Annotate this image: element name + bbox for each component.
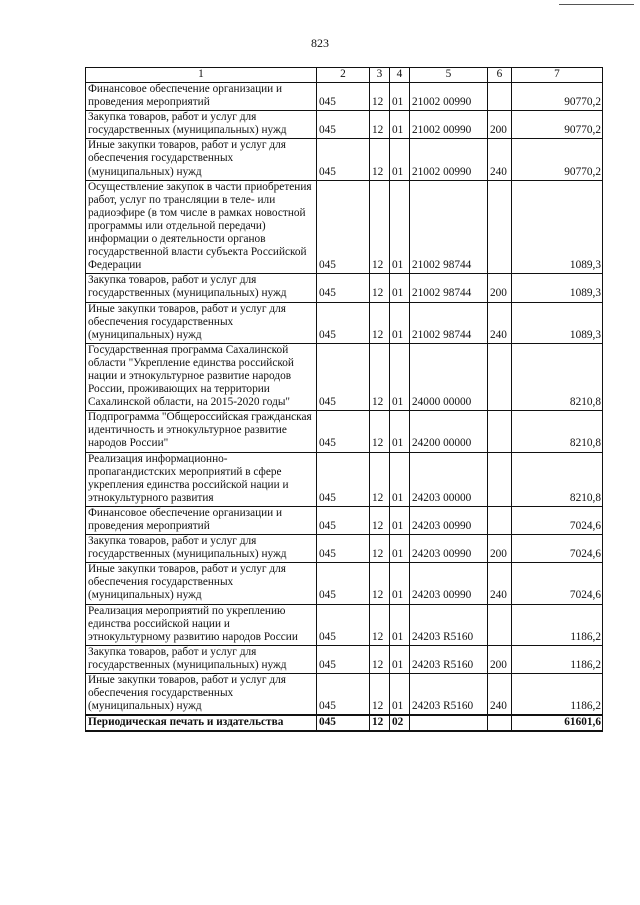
budget-table xyxy=(85,67,603,732)
section-code: 12 xyxy=(370,674,390,716)
target-article-code: 21002 98744 xyxy=(410,274,488,302)
target-article-code: 24203 R5160 xyxy=(410,674,488,716)
row-name: Подпрограмма "Общероссийская гражданская идентичность и этнокультурное развитие народов России" xyxy=(86,411,317,452)
section-code: 12 xyxy=(370,506,390,534)
section-code: 12 xyxy=(370,645,390,673)
expense-type-code xyxy=(488,180,512,274)
admin-code: 045 xyxy=(317,452,370,506)
table-row xyxy=(86,139,603,180)
subsection-code: 01 xyxy=(390,139,410,180)
expense-type-code xyxy=(488,452,512,506)
row-name: Периодическая печать и издательства xyxy=(86,715,317,731)
target-article-code: 24000 00000 xyxy=(410,343,488,410)
subsection-code: 01 xyxy=(390,535,410,563)
column-header: 3 xyxy=(370,68,390,83)
amount: 1089,3 xyxy=(512,180,603,274)
table-row xyxy=(86,452,603,506)
target-article-code: 21002 00990 xyxy=(410,111,488,139)
section-code: 12 xyxy=(370,274,390,302)
target-article-code: 24200 00000 xyxy=(410,411,488,452)
admin-code: 045 xyxy=(317,645,370,673)
table-row xyxy=(86,83,603,111)
target-article-code: 24203 00990 xyxy=(410,535,488,563)
row-name: Государственная программа Сахалинской области "Укрепление единства российской нации и этнокультурное развитие народов России, проживающих на территории Сахалинской области, на 2015-2020 годы" xyxy=(86,343,317,410)
admin-code: 045 xyxy=(317,302,370,343)
amount: 1089,3 xyxy=(512,274,603,302)
row-name: Иные закупки товаров, работ и услуг для обеспечения государственных (муниципальных) нужд xyxy=(86,674,317,716)
table-row xyxy=(86,302,603,343)
expense-type-code xyxy=(488,343,512,410)
row-name: Закупка товаров, работ и услуг для государственных (муниципальных) нужд xyxy=(86,111,317,139)
subsection-code: 01 xyxy=(390,83,410,111)
table-row xyxy=(86,111,603,139)
row-name: Финансовое обеспечение организации и проведения мероприятий xyxy=(86,506,317,534)
admin-code: 045 xyxy=(317,83,370,111)
table-row xyxy=(86,274,603,302)
expense-type-code: 240 xyxy=(488,139,512,180)
subsection-code: 01 xyxy=(390,274,410,302)
row-name: Реализация мероприятий по укреплению единства российской нации и этнокультурному развитию народов России xyxy=(86,604,317,645)
top-rule xyxy=(559,4,634,5)
admin-code: 045 xyxy=(317,535,370,563)
section-code: 12 xyxy=(370,180,390,274)
expense-type-code: 240 xyxy=(488,674,512,716)
admin-code: 045 xyxy=(317,274,370,302)
column-header: 6 xyxy=(488,68,512,83)
amount: 8210,8 xyxy=(512,411,603,452)
admin-code: 045 xyxy=(317,343,370,410)
section-code: 12 xyxy=(370,139,390,180)
subsection-code: 01 xyxy=(390,411,410,452)
row-name: Реализация информационно-пропагандистских мероприятий в сфере укрепления единства российской нации и этнокультурного развития xyxy=(86,452,317,506)
subsection-code: 01 xyxy=(390,645,410,673)
row-name: Иные закупки товаров, работ и услуг для обеспечения государственных (муниципальных) нужд xyxy=(86,563,317,604)
table-row xyxy=(86,604,603,645)
subsection-code: 01 xyxy=(390,302,410,343)
column-header: 7 xyxy=(512,68,603,83)
table-row xyxy=(86,343,603,410)
admin-code: 045 xyxy=(317,715,370,731)
section-code: 12 xyxy=(370,302,390,343)
amount: 7024,6 xyxy=(512,506,603,534)
subsection-code: 01 xyxy=(390,111,410,139)
expense-type-code xyxy=(488,715,512,731)
amount: 1186,2 xyxy=(512,645,603,673)
section-code: 12 xyxy=(370,452,390,506)
amount: 7024,6 xyxy=(512,535,603,563)
section-code: 12 xyxy=(370,111,390,139)
admin-code: 045 xyxy=(317,674,370,716)
column-header: 1 xyxy=(86,68,317,83)
section-code: 12 xyxy=(370,343,390,410)
admin-code: 045 xyxy=(317,180,370,274)
column-header: 5 xyxy=(410,68,488,83)
expense-type-code xyxy=(488,506,512,534)
target-article-code: 24203 R5160 xyxy=(410,645,488,673)
admin-code: 045 xyxy=(317,111,370,139)
target-article-code: 21002 98744 xyxy=(410,302,488,343)
total-row xyxy=(86,715,603,731)
target-article-code: 24203 00000 xyxy=(410,452,488,506)
column-header: 2 xyxy=(317,68,370,83)
amount: 90770,2 xyxy=(512,139,603,180)
section-code: 12 xyxy=(370,83,390,111)
admin-code: 045 xyxy=(317,506,370,534)
amount: 8210,8 xyxy=(512,343,603,410)
target-article-code: 21002 00990 xyxy=(410,139,488,180)
table-row xyxy=(86,506,603,534)
row-name: Иные закупки товаров, работ и услуг для обеспечения государственных (муниципальных) нужд xyxy=(86,139,317,180)
section-code: 12 xyxy=(370,563,390,604)
subsection-code: 01 xyxy=(390,563,410,604)
amount: 1186,2 xyxy=(512,674,603,716)
section-code: 12 xyxy=(370,411,390,452)
amount: 61601,6 xyxy=(512,715,603,731)
expense-type-code: 200 xyxy=(488,111,512,139)
header-row xyxy=(86,68,603,83)
amount: 1089,3 xyxy=(512,302,603,343)
table-row xyxy=(86,180,603,274)
expense-type-code: 240 xyxy=(488,563,512,604)
admin-code: 045 xyxy=(317,139,370,180)
target-article-code: 24203 00990 xyxy=(410,506,488,534)
table-row xyxy=(86,645,603,673)
row-name: Иные закупки товаров, работ и услуг для обеспечения государственных (муниципальных) нужд xyxy=(86,302,317,343)
expense-type-code xyxy=(488,604,512,645)
amount: 8210,8 xyxy=(512,452,603,506)
target-article-code xyxy=(410,715,488,731)
target-article-code: 24203 R5160 xyxy=(410,604,488,645)
expense-type-code: 200 xyxy=(488,274,512,302)
subsection-code: 01 xyxy=(390,506,410,534)
table-row xyxy=(86,563,603,604)
amount: 7024,6 xyxy=(512,563,603,604)
admin-code: 045 xyxy=(317,604,370,645)
target-article-code: 24203 00990 xyxy=(410,563,488,604)
section-code: 12 xyxy=(370,535,390,563)
amount: 1186,2 xyxy=(512,604,603,645)
subsection-code: 01 xyxy=(390,180,410,274)
target-article-code: 21002 98744 xyxy=(410,180,488,274)
expense-type-code xyxy=(488,83,512,111)
row-name: Закупка товаров, работ и услуг для государственных (муниципальных) нужд xyxy=(86,535,317,563)
row-name: Закупка товаров, работ и услуг для государственных (муниципальных) нужд xyxy=(86,274,317,302)
target-article-code: 21002 00990 xyxy=(410,83,488,111)
subsection-code: 01 xyxy=(390,343,410,410)
expense-type-code: 200 xyxy=(488,645,512,673)
page-number: 823 xyxy=(311,36,329,50)
amount: 90770,2 xyxy=(512,83,603,111)
admin-code: 045 xyxy=(317,411,370,452)
subsection-code: 01 xyxy=(390,452,410,506)
amount: 90770,2 xyxy=(512,111,603,139)
row-name: Осуществление закупок в части приобретения работ, услуг по трансляции в теле- или радиоэфире (в том числе в рамках новостной программы или отдельной передачи) информации о деятельности органов государственной власти субъекта Российской Федерации xyxy=(86,180,317,274)
expense-type-code xyxy=(488,411,512,452)
row-name: Финансовое обеспечение организации и проведения мероприятий xyxy=(86,83,317,111)
section-code: 12 xyxy=(370,715,390,731)
expense-type-code: 200 xyxy=(488,535,512,563)
column-header: 4 xyxy=(390,68,410,83)
subsection-code: 01 xyxy=(390,604,410,645)
table-row xyxy=(86,411,603,452)
section-code: 12 xyxy=(370,604,390,645)
expense-type-code: 240 xyxy=(488,302,512,343)
table-row xyxy=(86,535,603,563)
row-name: Закупка товаров, работ и услуг для государственных (муниципальных) нужд xyxy=(86,645,317,673)
subsection-code: 01 xyxy=(390,674,410,716)
admin-code: 045 xyxy=(317,563,370,604)
subsection-code: 02 xyxy=(390,715,410,731)
table-row xyxy=(86,674,603,716)
